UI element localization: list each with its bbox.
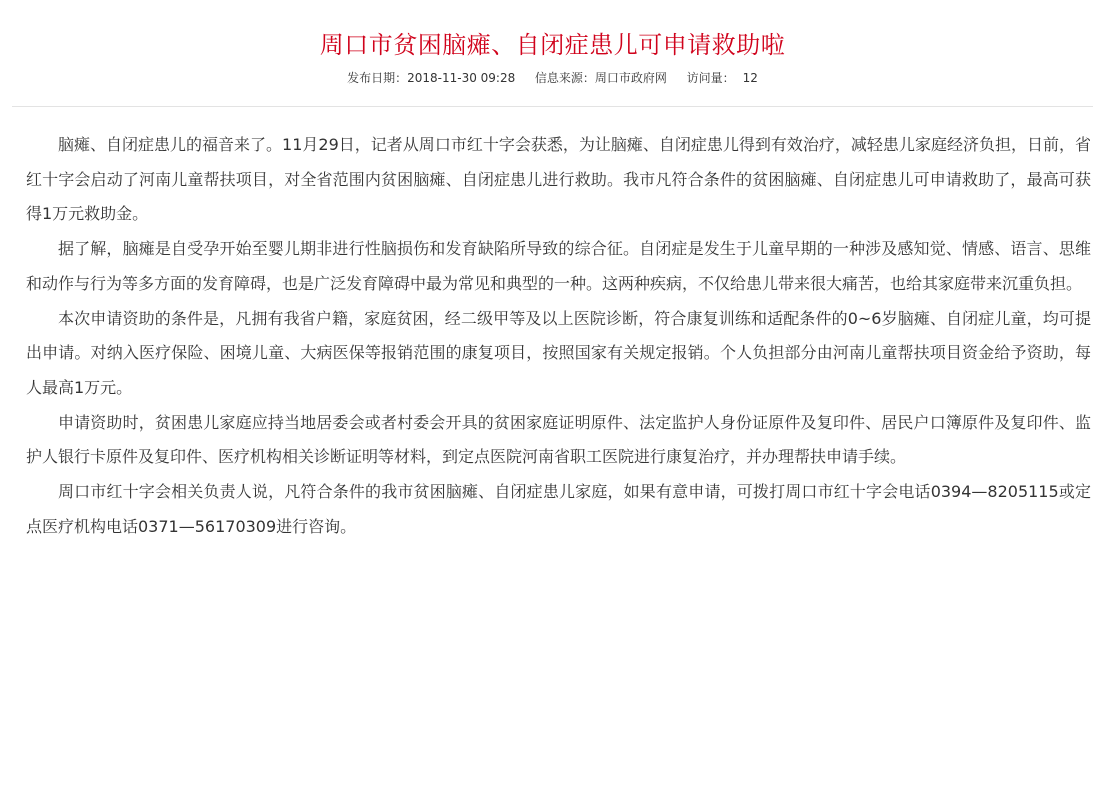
- paragraph-5: 周口市红十字会相关负责人说，凡符合条件的我市贫困脑瘫、自闭症患儿家庭，如果有意申请，可拨打周口市红十字会电话0394—8205115或定点医疗机构电话0371—56170309进行咨询。: [26, 482, 1091, 536]
- publish-date-label: 发布日期：: [347, 71, 408, 85]
- source-label: 信息来源：: [534, 71, 595, 85]
- publish-date-value: 2018-11-30 09:28: [407, 71, 516, 85]
- views-label: 访问量：: [686, 71, 735, 85]
- article-meta: [0, 70, 1105, 86]
- paragraph-1: 脑瘫、自闭症患儿的福音来了。11月29日，记者从周口市红十字会获悉，为让脑瘫、自闭症患儿得到有效治疗，减轻患儿家庭经济负担，日前，省红十字会启动了河南儿童帮扶项目，对全省范围内贫困脑瘫、自闭症患儿进行救助。我市凡符合条件的贫困脑瘫、自闭症患儿可申请救助了，最高可获得1万元救助金。: [26, 135, 1091, 224]
- article-title: 周口市贫困脑瘫、自闭症患儿可申请救助啦: [319, 31, 786, 59]
- paragraph-2: 据了解，脑瘫是自受孕开始至婴儿期非进行性脑损伤和发育缺陷所导致的综合征。自闭症是发生于儿童早期的一种涉及感知觉、情感、语言、思维和动作与行为等多方面的发育障碍，也是广泛发育障碍中最为常见和典型的一种。这两种疾病，不仅给患儿带来很大痛苦，也给其家庭带来沉重负担。: [26, 239, 1091, 293]
- paragraph-4: 申请资助时，贫困患儿家庭应持当地居委会或者村委会开具的贫困家庭证明原件、法定监护人身份证原件及复印件、居民户口簿原件及复印件、监护人银行卡原件及复印件、医疗机构相关诊断证明等材料，到定点医院河南省职工医院进行康复治疗，并办理帮扶申请手续。: [26, 412, 1091, 467]
- source-value: 周口市政府网: [594, 71, 667, 85]
- article-body: [26, 128, 1091, 544]
- paragraph-3: 本次申请资助的条件是，凡拥有我省户籍，家庭贫困，经二级甲等及以上医院诊断，符合康复训练和适配条件的0~6岁脑瘫、自闭症儿童，均可提出申请。对纳入医疗保险、困境儿童、大病医保等报销范围的康复项目，按照国家有关规定报销。个人负担部分由河南儿童帮扶项目资金给予资助，每人最高1万元。: [26, 308, 1091, 397]
- header-divider: [12, 106, 1093, 107]
- views-count: 12: [742, 71, 758, 85]
